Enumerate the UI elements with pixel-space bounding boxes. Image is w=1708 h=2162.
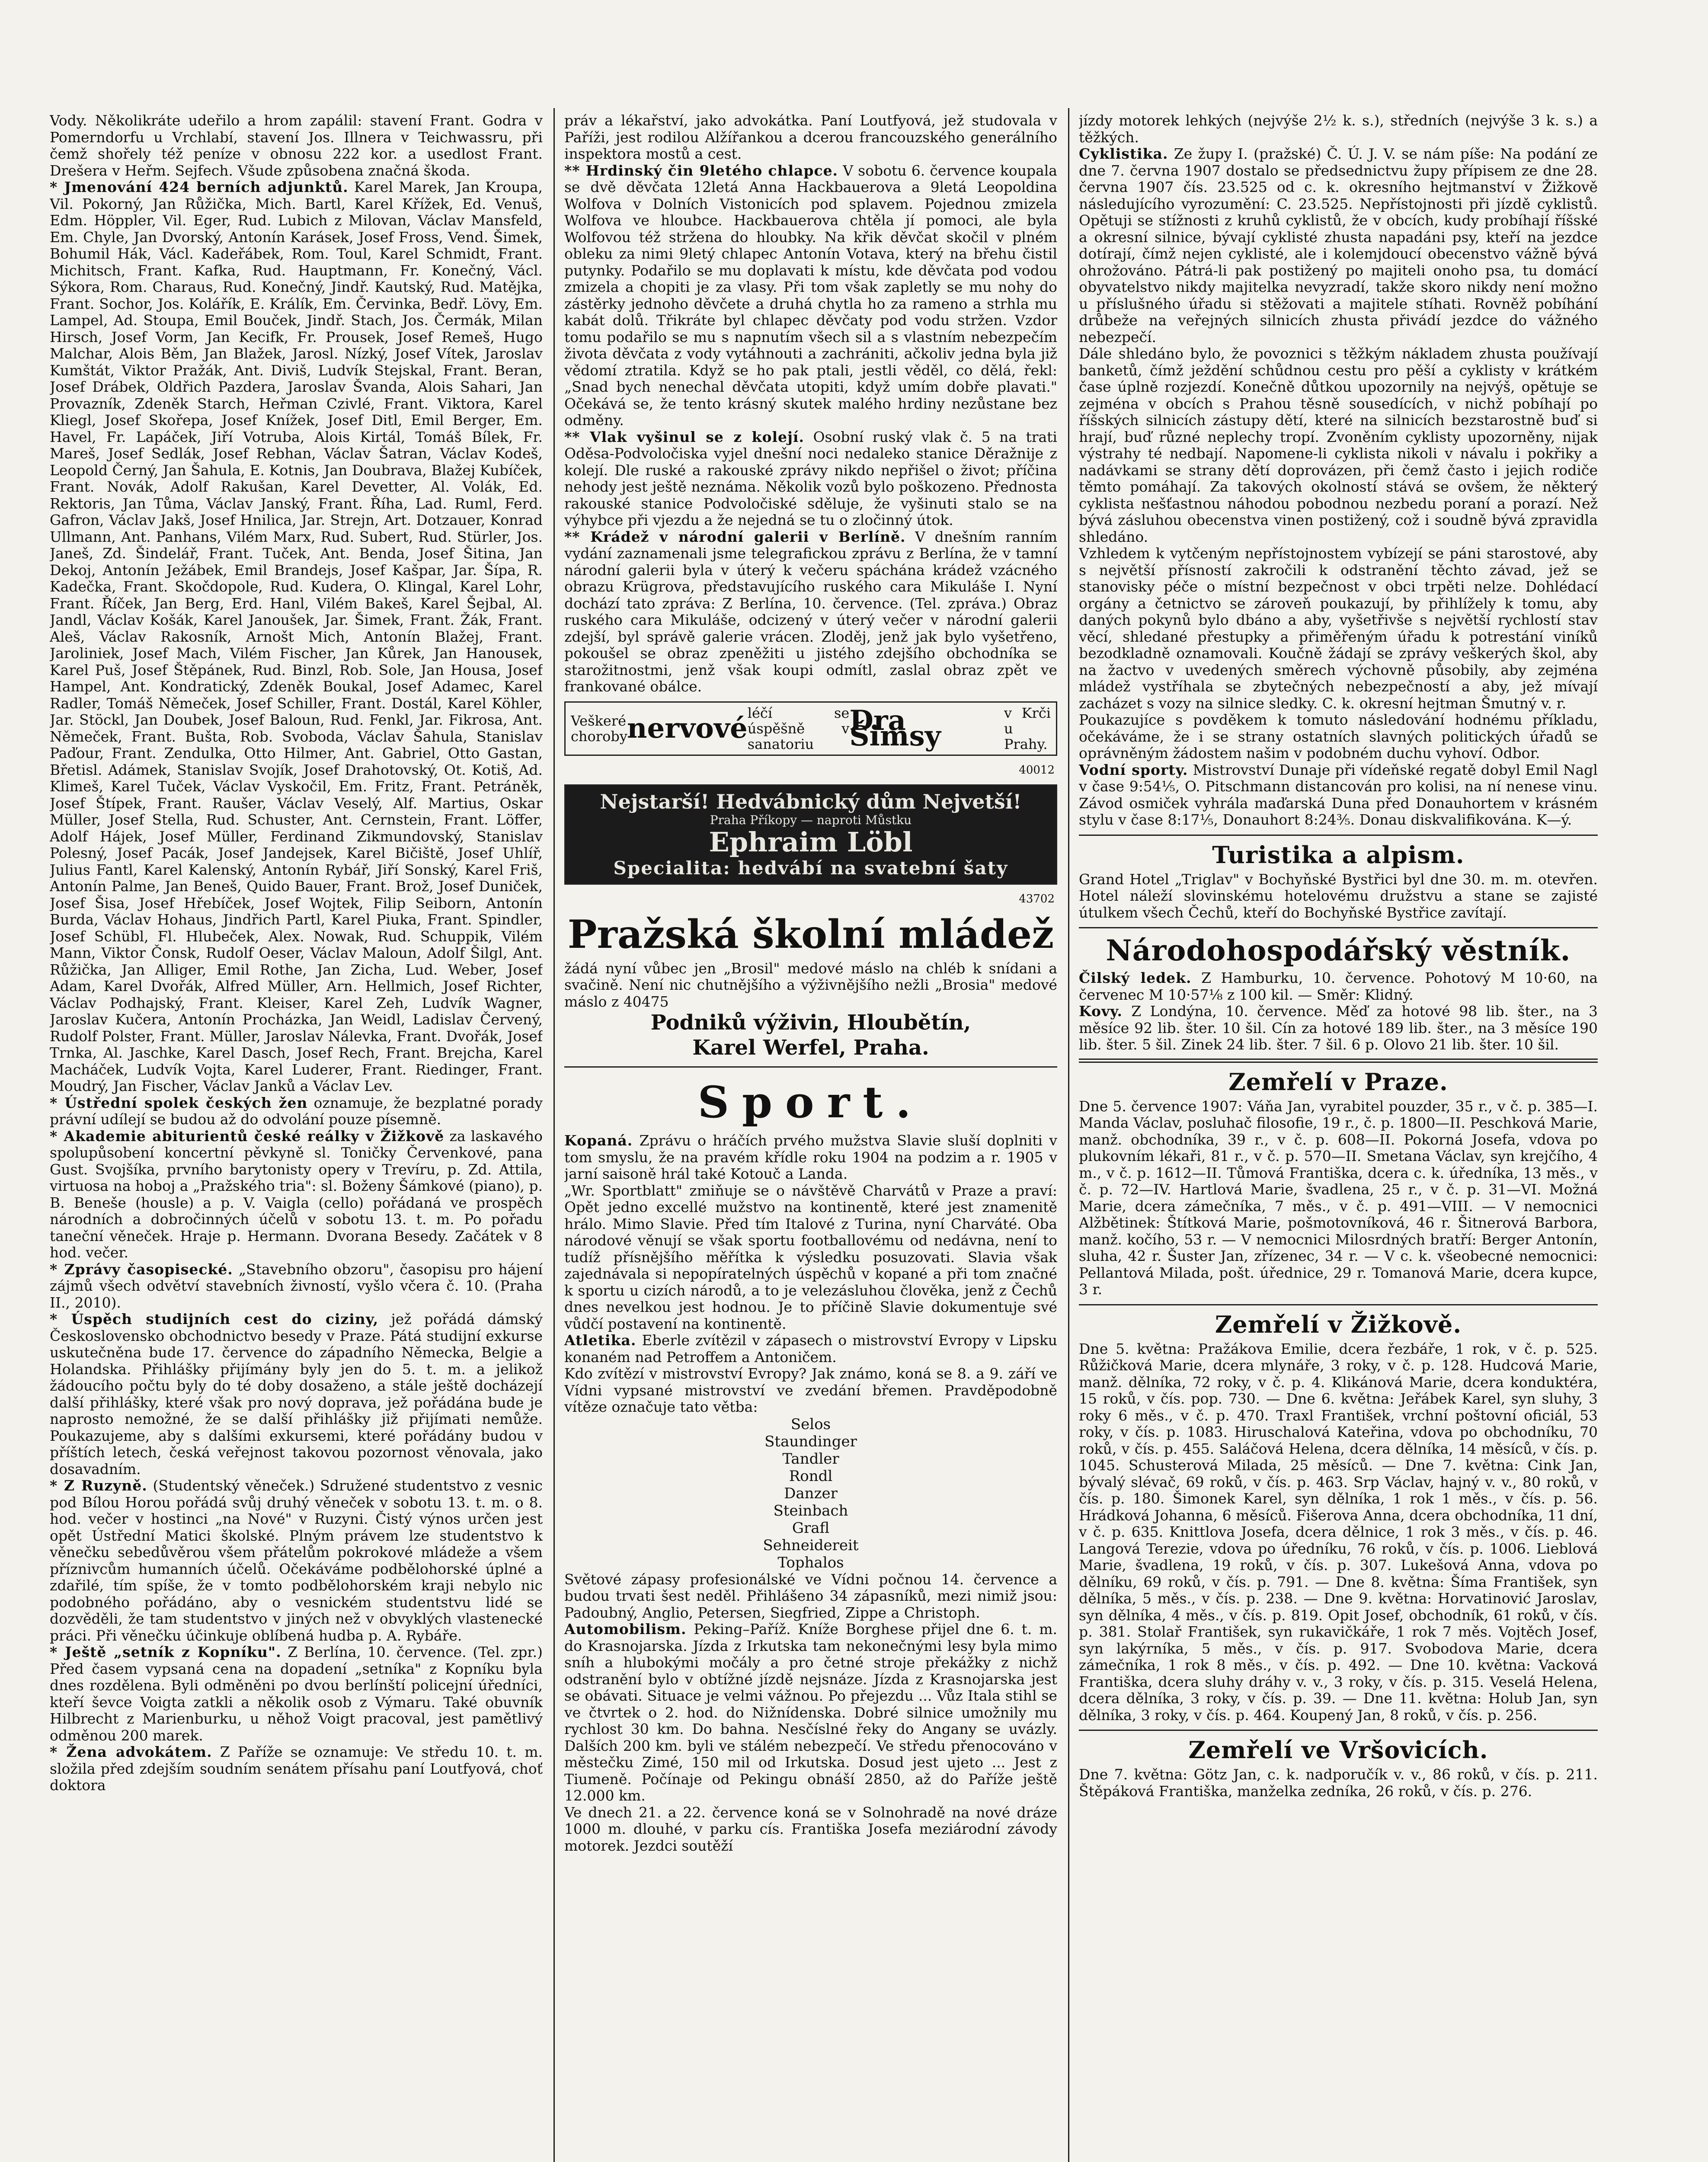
article-advocate-cont: práv a lékařství, jako advokátka. Paní Loutfyová, jež studovala v Paříži, jest rodilou Alžířankou a dcerou francouzského generálního inspektora mostů a cest.	[564, 112, 1057, 162]
article-saltpeter: Čilský ledek. Z Hamburku, 10. července. Pohotový M 10·60, na červenec M 10·57⅛ z 100 kil. — Směr: Klidný.	[1079, 969, 1598, 1003]
column-right	[1079, 112, 1598, 2162]
article-ruzyne: * Z Ruzyně. (Studentský věneček.) Sdružené studentstvo z vesnic pod Bílou Horou pořádá svůj druhý věneček v sobotu 13. t. m. o 8. hod. večer v hostinci „na Nové" v Ruzyni. Čistý výnos určen jest opět Ústřední Matici školské. Plným právem lze studentstvo k věnečku sebedůvěrou všem přátelům pokrokové mládeže a všem příznivcům humanních účelů. Očekáváme podbělohorské úplné a zdařilé, tím spíše, že v tomto podbělohorském kraji nebylo nic podobného pořádáno, aby o vesnickém studentstvu lidé se dozvěděli, že tam studentstvo v jiných než v obvyklých vlastenecké práci. Při věnečku účinkuje oblíbená hudba p. A. Rybáře.	[50, 1477, 543, 1644]
article-gallery-theft: ** Krádež v národní galerii v Berlíně. V dnešním ranním vydání zaznamenali jsme telegrafickou zprávu z Berlína, že v tamní národní galerii byla v úterý k večeru spáchána krádež vzácného obrazu Krügrova, představujícího ruského cara Mikuláše I. Nyní dochází tato zpráva: Z Berlína, 10. července. (Tel. zpráva.) Obraz ruského cara Mikuláše, odcizený v úterý večer v národní galerii zdejší, byl správě galerie vrácen. Zloděj, jenž jak bylo vyšetřeno, pokoušel se obraz zpeněžiti u jistého zdejšího obchodníka se starožitnostmi, jenž však koupi odmítl, zaslal obraz zpět ve frankované obálce.	[564, 528, 1057, 695]
headline: * Akademie abiturientů české reálky v Žižkově	[50, 1127, 445, 1145]
article-water-sports: Vodní sporty. Mistrovství Dunaje při vídeňské regatě dobyl Emil Nagl v čase 9:54⅕, O. Pitschmann distancován pro kolisi, na ní nenese vinu. Závod osmiček vyhrála maďarská Duna před Donauhortem v krásném stylu v čase 8:17⅕, Donauhort 8:24⅗. Donau diskvalifikována. K—ý.	[1079, 761, 1598, 828]
list-item: Danzer	[784, 1484, 838, 1502]
section-title-deaths-prague: Zemřelí v Praze.	[1228, 1068, 1448, 1096]
list-item: Tophalos	[777, 1554, 844, 1571]
headline: Kopaná.	[564, 1132, 633, 1149]
section-title-economy: Národohospodářský věstník.	[1106, 934, 1571, 967]
article-woman-advocate: * Žena advokátem. Z Paříže se oznamuje: Ve středu 10. t. m. složila před zdejším soudním senátem přísahu paní Loutfyová, choť doktora	[50, 1743, 543, 1794]
article-football: Kopaná. Zprávu o hráčích prvého mužstva Slavie sluší doplniti v tom smyslu, že na pravém křídle roku 1904 na podzim a r. 1905 v jarní saisoně hrál také Kotouč a Landa.	[564, 1132, 1057, 1182]
list-item: Sehneidereit	[763, 1536, 859, 1554]
column-rule	[1068, 108, 1069, 2162]
headline: Čilský ledek.	[1079, 969, 1192, 986]
deaths-vrsovice: Dne 7. května: Götz Jan, c. k. nadporučík v. v., 86 roků, v čís. p. 211. Štěpáková Františka, manželka zedníka, 26 roků, v čís. p. 276.	[1079, 1766, 1598, 1800]
headline: ** Vlak vyšinul se z kolejí.	[564, 428, 804, 445]
section-title-deaths-zizkov: Zemřelí v Žižkově.	[1215, 1310, 1462, 1338]
article-motor-races: Ve dnech 21. a 22. července koná se v Solnohradě na nové dráze 1000 m. dlouhé, v parku cís. Františka Josefa meziárodní závody motorek. Jezdci soutěží	[564, 1804, 1057, 1854]
ad-name: Dra Šimsy	[849, 704, 941, 752]
ad-number: 40012	[1019, 763, 1055, 777]
headline: * Úspěch studijních cest do ciziny,	[50, 1311, 379, 1327]
page-top-margin	[0, 0, 1708, 108]
ad-name: Ephraim Löbl	[709, 826, 913, 858]
divider	[1079, 835, 1598, 836]
article-automobilism: Automobilism. Peking–Paříž. Kníže Borghese přijel dne 6. t. m. do Krasnojarska. Jízda z Irkutska tam nekonečnými lesy byla mimo sníh a hlubokými močály a pro četné stroje překážky z nichž odstranění bylo v obtížné jízdě nejsnáze. Jízda z Krasnojarska jest se obávati. Situace je velmi vážnou. Po přejezdu ... Vůz Itala stihl se ve čtvrtek o 2. hod. do Nižnídenska. Dobré silnice umožnily mu rychlost 30 km. Do bahna. Nesčíslné řeky do Angany se uvázly. Dalších 200 km. byli ve stálém nebezpečí. Ve středu přenocováno v městečku Zimé, 150 mil od Irkutska. Dosud jest ujeto ... Jest z Tiumeně. Počínaje od Pekingu obnáší 2850, až do Paříže ještě 12.000 km.	[564, 1621, 1057, 1804]
column-middle	[564, 112, 1057, 2162]
divider	[564, 1066, 1057, 1068]
divider	[1079, 927, 1598, 928]
ad-line: Praha Příkopy — naproti Můstku	[710, 813, 912, 827]
article-study-trips: * Úspěch studijních cest do ciziny, jež pořádá dámský Československo obchodnictvo besedy v Praze. Pátá studijní exkurse uskutečněna bude 17. července do západního Německa, Belgie a Holandska. Přihlášky přijímány byly jen do 5. t. m. a jelikož žádoucího počtu byly do té doby dosaženo, a stále ještě docházejí další přihlášky, které však pro nový doprava, jež pořádána bude je naprosto nemožné, že se další přihlášky již přijímati nemůže. Poukazujeme, aby s dalšími exkursemi, které pořádány budou v příštích letech, česká veřejnost takovou pozornost věnovala, jako dosavadním.	[50, 1311, 543, 1478]
article-cycling-3: Vzhledem k vytčeným nepřístojnostem vybízejí se páni starostové, aby s největší přísností zakročili k odstranění těchto závad, jež se stanovisky péče o místní bezpečnost v obci trpěti nelze. Dohlédací orgány a četnictvo se zároveň poukazují, by přihlížely k tomu, aby daných pokynů bylo dbáno a aby, vyšetřivše s největší rychlostí stav věcí, shledané přestupky a přiměřeným úřadu k potrestání viníků bezodkladně oznamovali. Koučně žádají se zprávy veškerých škol, aby na žactvo v uvedených směrech výchovně působily, aby zejména mládež vystříhala se zbytečných nebezpečností a aby, jež mívají zacházet s vozy na silnice sledky. C. k. okresní hejtman Šmutný v. r.	[1079, 545, 1598, 712]
column-rule	[553, 108, 555, 2162]
divider	[1079, 1730, 1598, 1731]
headline: Vodní sporty.	[1079, 761, 1188, 778]
deaths-prague: Dne 5. července 1907: Váňa Jan, vyrabitel pouzder, 35 r., v č. p. 385—I. Manda Václav, posluhač filosofie, 19 r., č. p. 1800—II. Peschková Marie, manž. obchodníka, 39 r., v č. p. 608—II. Pokorná Josefa, vdova po plukovním lékaři, 81 r., v č. p. 570—II. Smetana Václav, syn krejčího, 4 m., v č. p. 1612—II. Tůmová Františka, dcera c. k. úředníka, 13 měs., v č. p. 72—IV. Hartlová Marie, švadlena, 25 r., v č. p. 31—VI. Možná Marie, dcera zámečníka, 7 měs., v č. p. 491—VIII. — V nemocnici Alžbětinek: Štítková Marie, pošmotovníková, 46 r. Šitnerová Barbora, manž. kočího, 53 r. — V nemocnici Milosrdných bratří: Berger Antonín, sluha, 42 r. Šuster Jan, zřízenec, 34 r. — V c. k. všeobecné nemocnici: Pellantová Milada, pošt. úřednice, 29 r. Tomanová Marie, dcera kupce, 3 r.	[1079, 1097, 1598, 1298]
ad-headline: Pražská školní mládež	[567, 911, 1054, 957]
article-athletics: Atletika. Eberle zvítězil v zápasech o mistrovství Evropy v Lipsku konaném nad Petroffem a Antoničem.	[564, 1332, 1057, 1366]
deaths-zizkov: Dne 5. května: Pražákova Emilie, dcera řezbáře, 1 rok, v č. p. 525. Růžičková Marie, dcera mlynáře, 3 roky, v č. p. 128. Hudcová Marie, manž. dělníka, 72 roky, v č. p. 4. Klikánová Marie, dcera konduktéra, 15 roků, v čís. pop. 730. — Dne 6. května: Jeřábek Karel, syn sluhy, 3 roky 6 měs., v č. p. 470. Traxl František, vrchní poštovní oficiál, 53 roky, v čís. p. 1083. Hiruschalová Kateřina, vdova po obchodníku, 70 roků, v čís. p. 455. Saláčová Helena, dcera dělníka, 14 měsíců, v čís. p. 1045. Schusterová Milada, 25 měsíců. — Dne 7. května: Cink Jan, bývalý slévač, 69 roků, v čís. p. 463. Srp Václav, hajný v. v., 80 roků, v čís. p. 180. Šimonek Karel, syn dělníka, 1 rok 1 měs., v čís. p. 56. Hrádková Johanna, 6 měsíců. Fišerova Anna, dcera obchodníka, 11 dní, v č. p. 635. Knittlova Josefa, dcera dělnice, 1 rok 3 měs., v čís. p. 46. Langová Terezie, vdova po úředníku, 76 roků, v čís. p. 1006. Lieblová Marie, švadlena, 19 roků, v čís. p. 307. Lukešová Anna, vdova po dělníku, 69 roků, v čís. p. 791. — Dne 8. května: Šíma František, syn dělníka, 5 měs., v čís. p. 238. — Dne 9. května: Horvatinović Jaroslav, syn dělníka, 4 měs., v čís. p. 819. Opit Josef, obchodník, 61 roků, v čís. p. 381. Stolař František, syn rukavičkáře, 1 rok 7 měs. Vojtěch Josef, syn lakýrníka, 5 měs., v čís. p. 917. Svobodova Marie, dcera zámečníka, 1 rok 8 měs., v čís. p. 492. — Dne 10. května: Vacková Františka, dcera sluhy dráhy v. v., 3 roky, v čís. p. 315. Veselá Helena, dcera dělníka, 3 roky, v čís. p. 39. — Dne 11. května: Holub Jan, syn dělníka, 3 roky, v čís. p. 464. Koupený Jan, 8 roků, v čís. p. 256.	[1079, 1340, 1598, 1724]
article-motor-cont: jízdy motorek lehkých (nejvýše 2½ k. s.), středních (nejvýše 3 k. s.) a těžkých.	[1079, 112, 1598, 146]
headline: * Ústřední spolek českých žen	[50, 1094, 308, 1111]
headline: * Z Ruzyně.	[50, 1477, 147, 1494]
article-european-champ: Kdo zvítězí v mistrovství Evropy? Jak známo, koná se 8. a 9. září ve Vídni vypsané mistrovství ve zvedání břemen. Pravděpodobně vítěze označuje tato větba:	[564, 1365, 1057, 1415]
headline: ** Hrdinský čin 9letého chlapce.	[564, 162, 838, 179]
ad-text: žádá nyní vůbec jen „Brosil" medové máslo na chléb k snídani a svačině. Není nic chutnějšího a výživnějšího nežli „Brosia" medové máslo z 40475	[564, 959, 1057, 1010]
ad-sanatorium	[564, 701, 1057, 756]
headline: ** Krádež v národní galerii v Berlíně.	[564, 528, 906, 545]
ad-number: 43702	[1019, 892, 1055, 905]
name-list	[564, 1416, 1057, 1571]
headline: Automobilism.	[564, 1621, 687, 1637]
column-left	[50, 112, 543, 2162]
headline: Cyklistika.	[1079, 145, 1168, 162]
divider	[1079, 1304, 1598, 1305]
list-item: Selos	[790, 1415, 831, 1433]
section-title-deaths-vrsovice: Zemřelí ve Vršovicích.	[1188, 1736, 1488, 1764]
headline: * Žena advokátem.	[50, 1743, 212, 1760]
article-academy: * Akademie abiturientů české reálky v Žižkově za laskavého spolupůsobení koncertní pěvkyně sl. Toničky Červenkové, pana Gust. Svojšíka, prvního barytonisty opery v Trevíru, p. Zd. Attila, virtuosa na hoboj a „Pražského tria": sl. Boženy Šámkové (piano), p. B. Beneše (housle) a p. V. Vaigla (cello) pořádaná ve prospěch národních a dobročinných účelů v sobotu 13. t. m. Po pořadu taneční věneček. Hraje p. Hermann. Dvorana Besedy. Začátek v 8 hod. večer.	[50, 1127, 543, 1261]
headline: Atletika.	[564, 1332, 637, 1349]
ad-line: Podniků výživin, Hloubětín,	[650, 1011, 971, 1035]
headline: * Zprávy časopisecké.	[50, 1260, 233, 1278]
section-title-sport: Sport.	[697, 1077, 924, 1128]
article-fires: Vody. Několikráte udeřilo a hrom zapálil: stavení Frant. Godra v Pomerndorfu u Vrchlabí, stavení Jos. Illnera v Teichwassru, při čemž shořely též peníze v obnosu 222 kor. a usedlost Frant. Drešera v Heřm. Sejfech. Všude způsobena značná škoda.	[50, 112, 543, 179]
ad-text: v Krči u Prahy.	[1004, 704, 1051, 752]
list-item: Rondl	[789, 1467, 833, 1485]
ad-headline: nervové	[627, 712, 748, 745]
list-item: Staundinger	[764, 1433, 857, 1450]
list-item: Grafl	[792, 1519, 830, 1537]
ad-text: léčí se úspěšně v sanatoriu	[747, 704, 850, 752]
article-womens-society: * Ústřední spolek českých žen oznamuje, že bezplatné porady právní udílejí se budou až do odvolání pouze písemně.	[50, 1094, 543, 1128]
ad-name: Karel Werfel, Praha.	[692, 1036, 929, 1060]
list-item: Tandler	[782, 1450, 839, 1468]
article-cycling-2: Dále shledáno bylo, že povoznici s těžkým nákladem zhusta používají banketů, čímž ježdění schůdnou cestu pro pěší a cyklisty v krátkém čase úplně rozjezdí. Konečně důtkou upozornily na nejvýš, opětuje se zejména v obcích s Prahou těsně sousedících, v nichž pobíhají po říšských silnicích zástupy dětí, které na silnicích bezstarostně buď si hrají, buď různé neplechy tropí. Zvoněním cyklisty upozorněny, nijak výstrahy té nedbají. Napomene-li cyklista nikoli v návalu i pokřiky a nadávkami se strany dětí doprovázen, při čemž často i jejich rodiče těmto pomáhají. Za takových okolností stává se ovšem, že některý cyklista nešťastnou náhodou pobodnou nezbedu poraní a porazí. Než bývá zásluhou obecenstva vinen postižený, což i soudně bývá zpravidla shledáno.	[1079, 345, 1598, 545]
article-magazine-news: * Zprávy časopisecké. „Stavebního obzoru", časopisu pro hájení zájmů všech odvětví stavebních živností, vyšlo včera č. 10. (Praha II., 2010).	[50, 1260, 543, 1311]
article-sportblatt: „Wr. Sportblatt" zmiňuje se o návštěvě Charvátů v Praze a praví: Opět jedno excellé mužstvo na kontinentě, které jest znamenitě hrálo. Mimo Slavie. Před tím Italové z Turina, nyní Charváté. Oba národové věnují se však sportu footballovému od nedávna, není to tudíž přísnějšího měřítka k výsledku posuzovati. Slavia však zajednávala si nepopíratelných úspěchů v kopané a při tom značné k sportu u cizích národů, a to je velezásluhou člověka, jenž z Čechů dnes nevelkou jest hodnou. Je to příčině Slavie dokumentuje své vůdčí postavení na kontinentě.	[564, 1182, 1057, 1332]
ad-line: Specialita: hedvábí na svatební šaty	[613, 857, 1008, 879]
article-kopnik-captain: * Ještě „setník z Kopníku". Z Berlína, 10. července. (Tel. zpr.) Před časem vypsaná cena na dopadení „setníka" z Kopníku byla dnes rozdělena. Byli odměněni po dvou berlínští policejní úředníci, kteří ševce Voigta zatkli a několik osob z Výmaru. Také obuvník Hilbrecht z Marienburku, u něhož Voigt pracoval, jest pamětlivý odměnou 200 marek.	[50, 1644, 543, 1744]
headline: * Ještě „setník z Kopníku".	[50, 1644, 281, 1660]
article-heroic-boy: ** Hrdinský čin 9letého chlapce. V sobotu 6. července koupala se dvě děvčata 12letá Anna Hackbauerova a 9letá Leopoldina Wolfova v Dolních Vistonicích pod splavem. Pojednou zmizela Wolfova ve hloubce. Hackbauerova chtěla jí pomoci, ale byla Wolfovou též stržena do hloubky. Na křik děvčat skočil v plném obleku za nimi 9letý chlapec Antonín Votava, který na břehu čistil putynky. Podařilo se mu doplavati k místu, kde děvčata pod vodou zmizela a chopiti je za vlasy. Při tom však zapletly se mu nohy do zástěrky jednoho děvčete a druhá chytla ho za rameno a strhla mu kabát dolů. Třikráte byl chlapec děvčaty pod vodu stržen. Vzdor tomu podařilo se mu s napnutím všech sil a s vlastním nebezpečím života děvčata z vody vytáhnouti a zachrániti, ačkoliv jedna byla již vědomí ztratila. Když se ho pak ptali, jestli věděl, co dělá, řekl: „Snad bych nenechal děvčata utopiti, když umím dobře plavati." Očekává se, že tento krásný skutek malého hrdiny nezůstane bez odměny.	[564, 162, 1057, 429]
ad-text: Veškeré choroby	[571, 712, 627, 745]
section-title-tourism: Turistika a alpism.	[1212, 841, 1465, 869]
article-hotel: Grand Hotel „Triglav" v Bochyňské Bystřici byl dne 30. m. m. otevřen. Hotel náleží slovinskému hotelovému družstvu a stane se zajisté útulkem všech Čechů, kteří do Bochyňské Bystřice zavítají.	[1079, 870, 1598, 921]
list-item: Steinbach	[773, 1502, 848, 1519]
ad-silk-house	[564, 784, 1057, 885]
article-train-derail: ** Vlak vyšinul se z kolejí. Osobní ruský vlak č. 5 na trati Oděsa-Podvoločiska vyjel dnešní noci nedaleko stanice Děražnije z kolejí. Dle ruské a rakouské zprávy nikdo nepřišel o život; příčina nehody jest ještě neznáma. Několik vozů bylo poškozeno. Přednosta rakouské stanice Podvoločiské sděluje, že vyšinuti stalo se na výhybce při vjezdu a že nejedná se tu o zločinný útok.	[564, 428, 1057, 528]
ad-line: Nejstarší! Hedvábnický dům Nejvetší!	[600, 790, 1022, 813]
headline: Kovy.	[1079, 1003, 1123, 1020]
article-metals: Kovy. Z Londýna, 10. července. Měď za hotové 98 lib. šter., na 3 měsíce 92 lib. šter. 10 šil. Cín za hotové 189 lib. šter., na 3 měsíce 190 lib. šter. 5 šil. Zinek 24 lib. šter. 7 šil. 6 p. Olovo 21 lib. šter. 10 šil.	[1079, 1003, 1598, 1053]
article-cycling: Cyklistika. Ze župy I. (pražské) Č. Ú. J. V. se nám píše: Na podání ze dne 7. června 1907 dostalo se předsednictvu župy přípisem ze dne 28. června 1907 čís. 23.525 od c. k. okresního hejtmanství v Žižkově následujícího vyrozumění: C. 23.525. Nepřístojnosti při jízdě cyklistů. Opětuji se stížnosti z kruhů cyklistů, že v obcích, kudy probíhají říšské a okresní silnice, bývají cyklisté zhusta napadáni psy, kteří na jezdce dotírají, čímž nejen cyklisté, ale i kolemjdoucí obecenstvo vážně bývá ohrožováno. Pátrá-li pak postižený po majiteli onoho psa, tu domácí obyvatelstvo nikdy majitelka nevyzradí, takže skoro nikdy není možno u příslušného úřadu si stěžovati a majitele stíhati. Rovněž pobíhání drůbeže na veřejných silnicích zhusta přivádí jezdce do vážného nebezpečí.	[1079, 145, 1598, 345]
headline: * Jmenování 424 berních adjunktů.	[50, 179, 349, 195]
article-wrestling: Světové zápasy profesionálské ve Vídni počnou 14. července a budou trvati šest neděl. Přihlášeno 34 zápasníků, mezi nimiž jsou: Padoubný, Anglio, Petersen, Siegfried, Zippe a Christoph.	[564, 1570, 1057, 1621]
article-cycling-4: Poukazujíce s povděkem k tomuto následování hodnému příkladu, očekáváme, že i se strany ostatních slavných politických úřadů se oprávněným žádostem našim v podobném duchu vyhoví. Odbor.	[1079, 711, 1598, 761]
divider	[1079, 1059, 1598, 1063]
article-tax-adjuncts: * Jmenování 424 berních adjunktů. Karel Marek, Jan Kroupa, Vil. Pokorný, Jan Růžička, Mich. Bartl, Karel Křížek, Ed. Venuš, Edm. Höppler, Vil. Eger, Rud. Lubich z Milovan, Václav Mansfeld, Em. Chyle, Jan Dvorský, Antonín Karásek, Josef Fross, Vend. Šimek, Bohumil Hák, Václ. Kadeřábek, Rom. Toul, Karel Schmidt, Frant. Michitsch, Frant. Kafka, Rud. Hauptmann, Fr. Konečný, Václ. Sýkora, Rom. Charaus, Rud. Konečný, Jindř. Kautský, Rud. Matějka, Frant. Sochor, Jos. Kolářík, E. Králík, Em. Červinka, Bedř. Lövy, Em. Lampel, Ad. Stoupa, Emil Bouček, Jindř. Stach, Jos. Čermák, Milan Hirsch, Josef Vorm, Jan Kecifk, Fr. Prousek, Josef Remeš, Hugo Malchar, Alois Běm, Jan Blažek, Jarosl. Nízký, Josef Vítek, Jaroslav Kumštát, Viktor Pražák, Ant. Diviš, Ludvík Stejskal, Frant. Beran, Josef Drábek, Oldřich Pazdera, Jaroslav Švanda, Alois Sahari, Jan Provazník, Zdeněk Starch, Heřman Czivlé, Frant. Viktora, Karel Kliegl, Josef Skořepa, Josef Knížek, Josef Ditl, Emil Berger, Em. Havel, Fr. Lapáček, Jiří Votruba, Alois Kirtál, Tomáš Bílek, Fr. Mareš, Josef Sedlák, Josef Rebhan, Václav Šatran, Václav Kodeš, Leopold Černý, Jan Šahula, E. Kotnis, Jan Doubrava, Blažej Kubíček, Frant. Novák, Adolf Rakušan, Karel Devetter, Al. Volák, Ed. Rektoris, Jan Tůma, Václav Janský, Frant. Říha, Lad. Ruml, Ferd. Gafron, Václav Jakš, Josef Hnilica, Jar. Strejn, Art. Dotzauer, Konrad Ullmann, Ant. Panhans, Vilém Marx, Rud. Subert, Rud. Stürler, Jos. Janeš, Zd. Šindelář, Frant. Tuček, Ant. Benda, Josef Šitina, Jan Dekoj, Antonín Ježábek, Emil Brandejs, Josef Kašpar, Jar. Šípa, R. Kadečka, Frant. Skočdopole, Rud. Kudera, O. Klingal, Karel Lohr, Frant. Říček, Jan Berg, Erd. Hanl, Vilém Bakeš, Karel Šejbal, Al. Jandl, Václav Košák, Karel Janoušek, Jar. Šimek, Frant. Žák, Frant. Aleš, Václav Rakosník, Arnošt Mich, Antonín Blažej, Frant. Jaroliniek, Josef Mach, Vilém Fischer, Jan Kůrek, Jan Hanousek, Karel Puš, Josef Štěpánek, Rud. Binzl, Rob. Sole, Jan Housa, Josef Hampel, Ant. Kondratický, Zdeněk Boukal, Josef Adamec, Karel Radler, Tomáš Němeček, Josef Schiller, Frant. Dostál, Karel Köhler, Jar. Stöckl, Jan Doubek, Josef Baloun, Rud. Fenkl, Jar. Fikrosa, Ant. Němeček, Frant. Bušta, Rob. Svoboda, Václav Šahula, Stanislav Paďour, Frant. Zendulka, Otto Hilmer, Ant. Gabriel, Otto Gastan, Břetisl. Adámek, Stanislav Svojík, Josef Drahotovský, Ot. Kotiš, Ad. Klimeš, Karel Tuček, Václav Vyskočil, Em. Fritz, Frant. Petráněk, Josef Štípek, Frant. Raušer, Václav Veselý, Alf. Martius, Oskar Müller, Josef Stella, Rud. Schuster, Ant. Cernstein, Frant. Löffer, Adolf Hájek, Josef Müller, Ferdinand Zikmundovský, Stanislav Polesný, Josef Pacák, Josef Jandejsek, Karel Bičiště, Josef Uhlíř, Julius Fantl, Karel Kalenský, Antonín Rybář, Jiří Sonský, Karel Friš, Antonín Palme, Jan Beneš, Quido Bauer, Frant. Brož, Josef Duniček, Josef Šisa, Josef Hřebíček, Josef Wojtek, Filip Seiborn, Antonín Burda, Václav Hohaus, Jindřich Partl, Karel Piuka, Frant. Spindler, Josef Schübl, Fl. Hlubeček, Alex. Nowak, Rud. Schuppik, Vilém Mann, Viktor Čonsk, Rudolf Oeser, Václav Maloun, Adolf Šilgl, Ant. Růžička, Jan Alliger, Emil Rothe, Jan Zicha, Lud. Weber, Josef Adam, Karel Dvořák, Alfred Müller, Arn. Hellmich, Josef Richter, Václav Podhajský, Frant. Kleiser, Karel Zeh, Ludvík Wagner, Jaroslav Kučera, Antonín Procházka, Jan Weidl, Ladislav Červený, Rudolf Polster, Frant. Müller, Jaroslav Nálevka, Frant. Dvořák, Josef Trnka, Al. Jaschke, Karel Dasch, Josef Rech, Frant. Brejcha, Karel Macháček, Ludvík Vojta, Karel Luderer, Frant. Riedinger, Frant. Moudrý, Jan Fischer, Václav Janků a Václav Lev.	[50, 179, 543, 1094]
